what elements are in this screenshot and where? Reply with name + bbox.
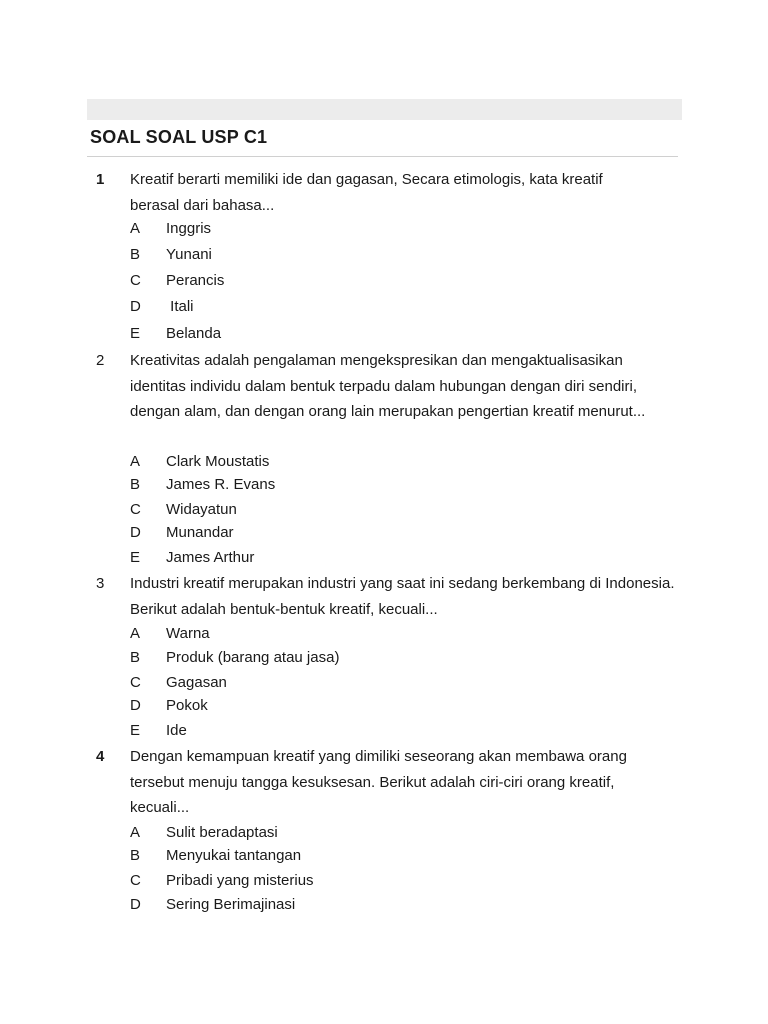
option-text: Ide bbox=[166, 722, 187, 739]
option-text: Clark Moustatis bbox=[166, 453, 270, 470]
question-number: 4 bbox=[96, 748, 105, 765]
question-number: 1 bbox=[96, 171, 105, 188]
option-text: Widayatun bbox=[166, 501, 237, 518]
question-text: Industri kreatif merupakan industri yang saat ini sedang berkembang di Indonesia. Berikut adalah bentuk-bentuk kreatif, kecuali... bbox=[130, 575, 675, 618]
option-letter: A bbox=[130, 453, 141, 470]
option-letter: C bbox=[130, 674, 141, 691]
option-letter: E bbox=[130, 325, 141, 342]
question-text: Kreatif berarti memiliki ide dan gagasan, Secara etimologis, kata kreatif berasal dari bahasa... bbox=[130, 171, 603, 214]
option-text: Menyukai tantangan bbox=[166, 847, 302, 864]
option-letter: D bbox=[130, 896, 141, 913]
option-text: Perancis bbox=[166, 272, 225, 289]
option-text: Inggris bbox=[166, 220, 212, 237]
option-letter: C bbox=[130, 501, 141, 518]
option-text: Pokok bbox=[166, 697, 208, 714]
option-letter: D bbox=[130, 524, 141, 541]
option-text: Yunani bbox=[166, 246, 212, 263]
option-text: James R. Evans bbox=[166, 476, 276, 493]
option-text: Munandar bbox=[166, 524, 234, 541]
option-letter: B bbox=[130, 649, 141, 666]
option-text: Produk (barang atau jasa) bbox=[166, 649, 340, 666]
option-text: Itali bbox=[166, 298, 194, 315]
option-text: Belanda bbox=[166, 325, 222, 342]
option-letter: E bbox=[130, 549, 141, 566]
document-title: SOAL SOAL USP C1 bbox=[90, 127, 268, 147]
option-letter: A bbox=[130, 625, 141, 642]
option-letter: E bbox=[130, 722, 141, 739]
option-letter: A bbox=[130, 220, 141, 237]
option-text: Pribadi yang misterius bbox=[166, 872, 314, 889]
question-number: 3 bbox=[96, 575, 105, 592]
option-text: Gagasan bbox=[166, 674, 227, 691]
option-text: James Arthur bbox=[166, 549, 255, 566]
question-text: Dengan kemampuan kreatif yang dimiliki seseorang akan membawa orang tersebut menuju tangga kesuksesan. Berikut adalah ciri-ciri orang kreatif, kecuali... bbox=[130, 748, 627, 816]
option-letter: D bbox=[130, 298, 141, 315]
option-letter: B bbox=[130, 246, 141, 263]
option-letter: C bbox=[130, 872, 141, 889]
option-text: Warna bbox=[166, 625, 210, 642]
option-letter: B bbox=[130, 476, 141, 493]
option-text: Sulit beradaptasi bbox=[166, 824, 278, 841]
option-letter: B bbox=[130, 847, 141, 864]
question-text: Kreativitas adalah pengalaman mengekspresikan dan mengaktualisasikan identitas individu dalam bentuk terpadu dalam hubungan dengan diri sendiri, dengan alam, dan dengan orang lain merupakan pengertian kreatif menurut... bbox=[130, 352, 646, 420]
option-letter: A bbox=[130, 824, 141, 841]
option-text: Sering Berimajinasi bbox=[166, 896, 296, 913]
option-letter: D bbox=[130, 697, 141, 714]
question-number: 2 bbox=[96, 352, 105, 369]
option-letter: C bbox=[130, 272, 141, 289]
